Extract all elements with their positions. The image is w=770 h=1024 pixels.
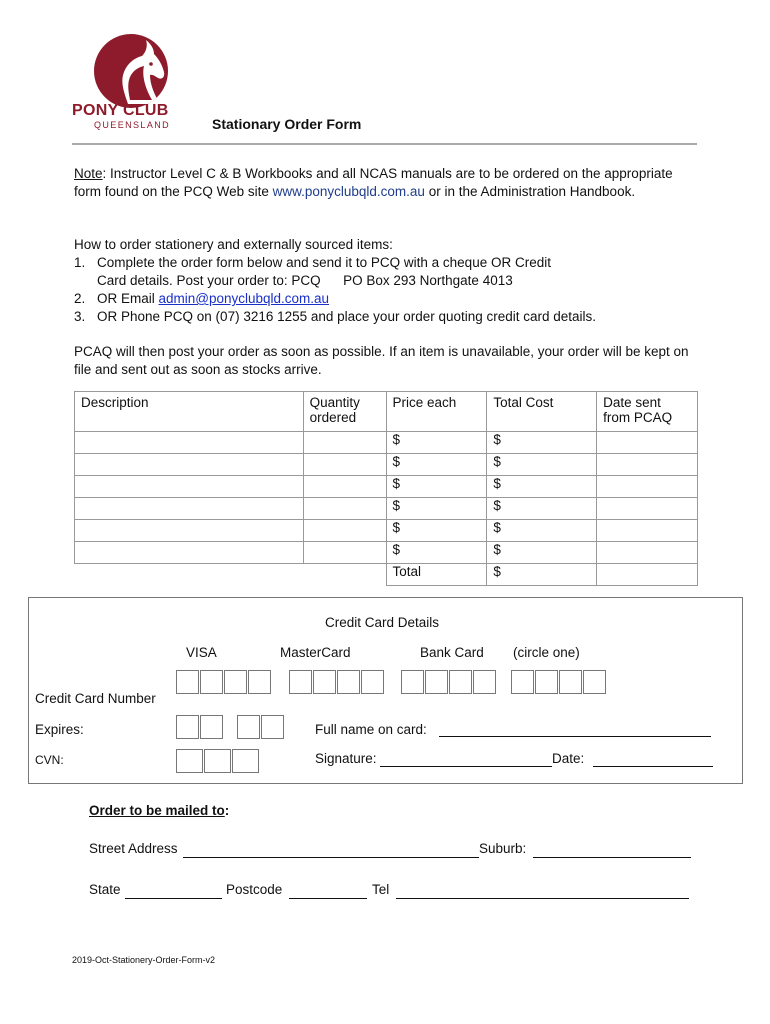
horse-head-icon (94, 34, 168, 108)
mailing-heading: Order to be mailed to: (89, 803, 230, 818)
website-link[interactable]: www.ponyclubqld.com.au (272, 184, 425, 199)
order-table (74, 391, 698, 586)
quantity-cell[interactable] (303, 432, 386, 454)
total-label: Total (386, 564, 487, 586)
tel-field[interactable] (396, 882, 689, 899)
cvn-label: CVN: (35, 753, 64, 767)
total-date-cell (597, 564, 698, 586)
howto-item-1-line2: Card details. Post your order to: PCQ (97, 273, 321, 288)
howto-item-1: Complete the order form below and send it to PCQ with a cheque OR Credit (97, 255, 551, 270)
total-cell[interactable]: $ (487, 542, 597, 564)
date-cell[interactable] (597, 498, 698, 520)
card-type-visa[interactable]: VISA (186, 645, 217, 660)
state-field[interactable] (125, 882, 222, 899)
description-cell[interactable] (75, 498, 304, 520)
header-price: Price each (386, 392, 487, 432)
form-title: Stationary Order Form (212, 116, 362, 132)
title-divider (72, 143, 697, 145)
suburb-field[interactable] (533, 841, 691, 858)
quantity-cell[interactable] (303, 498, 386, 520)
list-item: 3. OR Phone PCQ on (07) 3216 1255 and place your order quoting credit card details. (74, 309, 597, 324)
total-cell[interactable]: $ (487, 520, 597, 542)
howto-item-3: OR Phone PCQ on (07) 3216 1255 and place your order quoting credit card details. (97, 309, 597, 324)
howto-list (74, 254, 694, 326)
price-cell[interactable]: $ (386, 454, 487, 476)
postcode-field[interactable] (289, 882, 367, 899)
header-total: Total Cost (487, 392, 597, 432)
table-header-row (75, 392, 698, 432)
cvn-input[interactable] (176, 749, 260, 773)
date-cell[interactable] (597, 432, 698, 454)
postal-address: PO Box 293 Northgate 4013 (343, 273, 513, 288)
fullname-field[interactable] (439, 721, 711, 737)
howto-intro: How to order stationery and externally sourced items: (74, 237, 393, 252)
quantity-cell[interactable] (303, 454, 386, 476)
price-cell[interactable]: $ (386, 498, 487, 520)
description-cell[interactable] (75, 542, 304, 564)
card-number-group-1[interactable] (176, 670, 272, 694)
card-type-mastercard[interactable]: MasterCard (280, 645, 351, 660)
state-label: State (89, 882, 121, 897)
table-row (75, 432, 698, 454)
suburb-label: Suburb: (479, 841, 527, 856)
quantity-cell[interactable] (303, 476, 386, 498)
expires-label: Expires: (35, 722, 84, 737)
footer-version: 2019-Oct-Stationery-Order-Form-v2 (72, 955, 216, 965)
date-label: Date: (552, 751, 585, 766)
note-label: Note (74, 166, 103, 181)
price-cell[interactable]: $ (386, 476, 487, 498)
expiry-year-input[interactable] (237, 715, 285, 739)
total-cell[interactable]: $ (487, 498, 597, 520)
pony-club-logo (72, 34, 192, 134)
table-row (75, 542, 698, 564)
total-cell[interactable]: $ (487, 432, 597, 454)
date-cell[interactable] (597, 520, 698, 542)
description-cell[interactable] (75, 432, 304, 454)
note-text: : Instructor Level C & B Workbooks and all NCAS manuals are to be ordered on the appropriate form found on the PCQ Web site (74, 166, 673, 199)
header-quantity: Quantity ordered (303, 392, 386, 432)
card-number-group-2[interactable] (289, 670, 385, 694)
fullname-label: Full name on card: (315, 722, 427, 737)
note-paragraph (74, 165, 694, 201)
pcaq-paragraph: PCAQ will then post your order as soon as possible. If an item is unavailable, your order will be kept on file and sent out as soon as stocks arrive. (74, 344, 689, 377)
card-number-group-3[interactable] (401, 670, 497, 694)
email-link[interactable]: admin@ponyclubqld.com.au (158, 291, 330, 306)
card-type-bankcard[interactable]: Bank Card (420, 645, 484, 660)
grand-total-cell[interactable]: $ (487, 564, 597, 586)
card-number-label: Credit Card Number (35, 691, 156, 706)
table-row (75, 476, 698, 498)
expiry-month-input[interactable] (176, 715, 224, 739)
price-cell[interactable]: $ (386, 432, 487, 454)
date-field[interactable] (593, 751, 713, 767)
credit-card-section (28, 597, 743, 784)
list-item: 1. Complete the order form below and send it to PCQ with a cheque OR Credit Card details. Post your order to: PCQ PO Box 293 Northgate 4013 (74, 255, 551, 288)
logo-title: PONY CLUB (72, 102, 169, 119)
price-cell[interactable]: $ (386, 542, 487, 564)
logo-subtitle: QUEENSLAND (94, 120, 171, 130)
note-text-end: or in the Administration Handbook. (424, 184, 636, 199)
quantity-cell[interactable] (303, 542, 386, 564)
date-cell[interactable] (597, 454, 698, 476)
table-row (75, 498, 698, 520)
street-address-field[interactable] (183, 841, 479, 858)
table-row (75, 454, 698, 476)
header-description: Description (75, 392, 304, 432)
tel-label: Tel (372, 882, 390, 897)
date-cell[interactable] (597, 476, 698, 498)
total-cell[interactable]: $ (487, 454, 597, 476)
signature-label: Signature: (315, 751, 377, 766)
credit-card-title: Credit Card Details (325, 615, 440, 630)
description-cell[interactable] (75, 454, 304, 476)
description-cell[interactable] (75, 520, 304, 542)
signature-field[interactable] (380, 751, 552, 767)
table-row (75, 520, 698, 542)
street-address-label: Street Address (89, 841, 178, 856)
how-to-order (74, 236, 694, 326)
date-cell[interactable] (597, 542, 698, 564)
header-date-sent: Date sent from PCAQ (597, 392, 698, 432)
description-cell[interactable] (75, 476, 304, 498)
postcode-label: Postcode (226, 882, 283, 897)
price-cell[interactable]: $ (386, 520, 487, 542)
total-cell[interactable]: $ (487, 476, 597, 498)
card-number-group-4[interactable] (511, 670, 607, 694)
list-item: 2. OR Email admin@ponyclubqld.com.au (74, 291, 330, 306)
circle-one-hint: (circle one) (513, 645, 580, 660)
table-total-row (75, 564, 698, 586)
quantity-cell[interactable] (303, 520, 386, 542)
